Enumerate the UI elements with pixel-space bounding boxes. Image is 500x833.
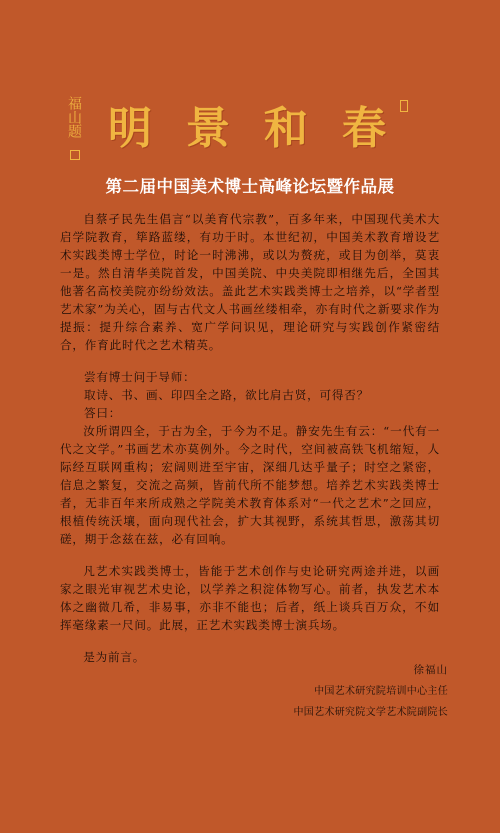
question-line-1: 尝有博士问于导师： <box>84 370 196 384</box>
author-signature-block <box>294 660 449 723</box>
seal-stamp-icon-right <box>400 100 408 112</box>
seal-stamp-icon <box>70 150 80 160</box>
author-role-1: 中国艺术研究院培训中心主任 <box>314 686 448 697</box>
paragraph-4: 是为前言。 <box>83 650 146 664</box>
calligraphy-char-1: 明 <box>108 103 156 154</box>
calligraphy-title <box>108 92 390 156</box>
preface-body <box>60 210 440 666</box>
calligraphy-signature: 福山题 <box>66 96 82 138</box>
paragraph-3: 凡艺术实践类博士，皆能于艺术创作与史论研究两途并进，以画家之眼光审视艺术史论，以学养之积淀体物写心。前者，执发艺术本体之幽微几希，非易事，亦非不能也；后者，纸上谈兵百万众，不如挥毫缘素一尺间。此展，正艺术实践类博士演兵场。 <box>60 564 440 632</box>
question-line-2: 取诗、书、画、印四全之路，欲比肩古贤，可得否？ <box>84 388 370 402</box>
paragraph-1: 自蔡孑民先生倡言“以美育代宗教”，百多年来，中国现代美术大启学院教育，筚路蓝缕，有功于时。本世纪初，中国美术教育增设艺术实践类博士学位，时论一时沸沸，或以为赘疣，或目为创举，莫衷一是。然自清华美院首发，中国美院、中央美院即相继先后，全国其他著名高校美院亦纷纷效法。盖此艺术实践类博士之培养，以“学者型艺术家”为关心，固与古代文人书画丝缕相牵，亦有时代之新要求作为提振：提升综合素养、宽广学问识见，理论研究与实践创作紧密结合，作育此时代之艺术精英。 <box>60 212 440 352</box>
author-role-2: 中国艺术研究院文学艺术院副院长 <box>293 707 448 718</box>
calligraphy-char-2: 景 <box>186 103 234 154</box>
calligraphy-char-3: 和 <box>264 103 312 154</box>
answer-intro: 答曰： <box>84 406 122 420</box>
calligraphy-char-4: 春 <box>342 103 390 154</box>
page-title: 第二届中国美术博士高峰论坛暨作品展 <box>105 177 395 196</box>
author-name: 徐福山 <box>413 664 448 676</box>
paragraph-2: 汝所谓四全，于古为全，于今为不足。静安先生有云：“一代有一代之文学。”书画艺术亦莫例外。今之时代，空间被高铁飞机缩短，人际经互联网重构；宏阔则进至宇宙，深细几达乎量子；时空之紧密，信息之繁复，交流之高频，皆前代所不能梦想。培养艺术实践类博士者，无非百年来所成熟之学院美术教育体系对“一代之艺术”之回应，根植传统沃壤，面向现代社会，扩大其视野，系统其哲思，激荡其切磋，期于念兹在兹，必有回响。 <box>60 424 440 546</box>
